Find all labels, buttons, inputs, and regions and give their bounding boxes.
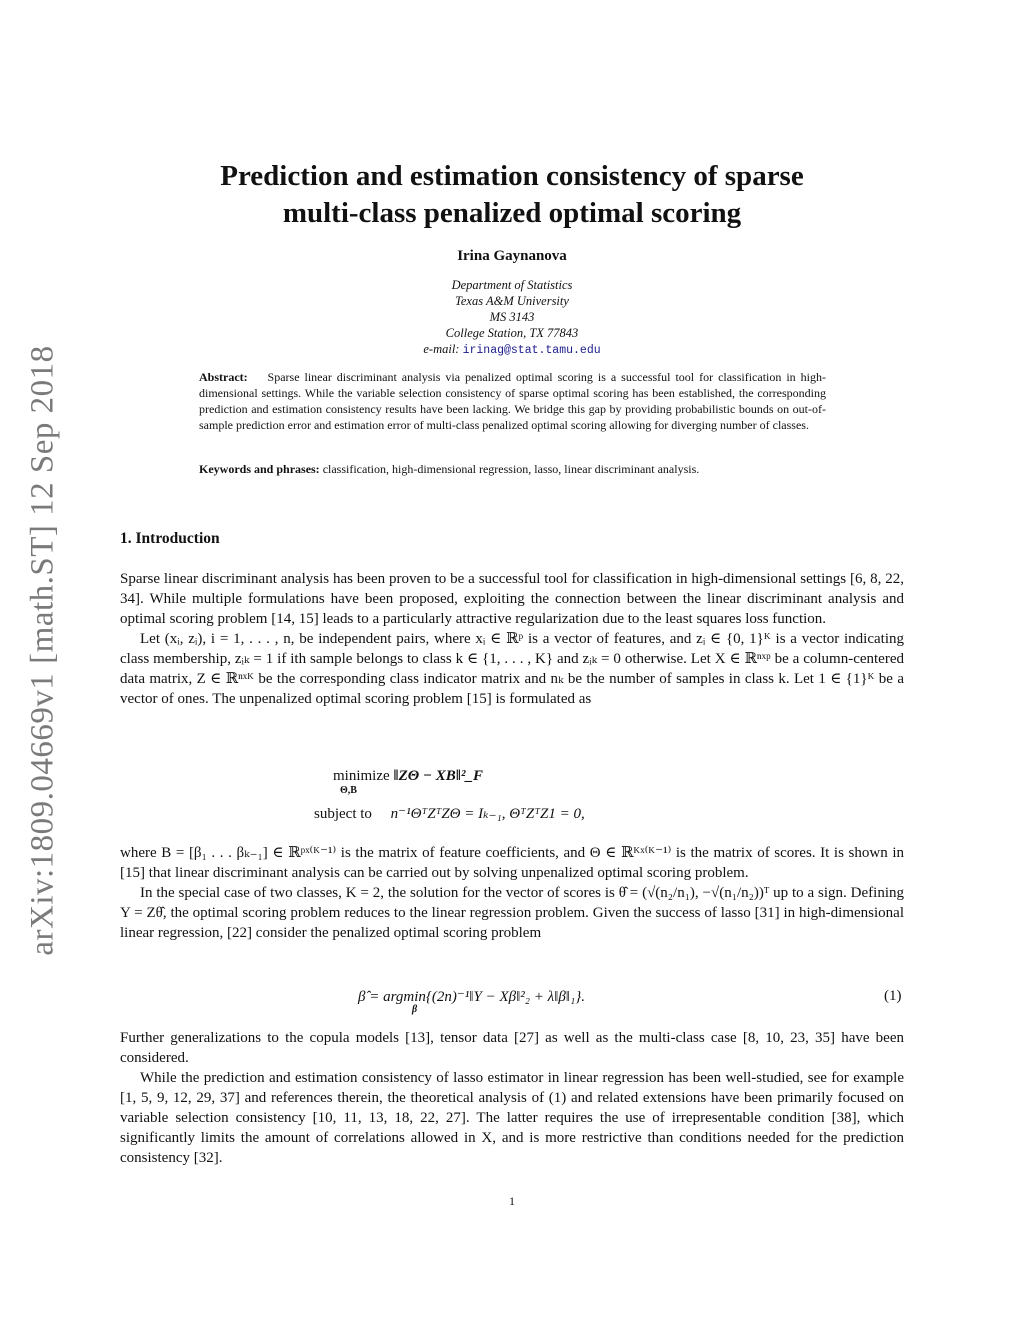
- eq-constraint: n⁻¹ΘᵀZᵀZΘ = Iₖ₋₁, ΘᵀZᵀZ1 = 0,: [390, 806, 585, 822]
- paper-title: [120, 158, 904, 232]
- arxiv-watermark: [14, 340, 72, 960]
- keywords-label: Keywords and phrases:: [199, 462, 320, 476]
- eq-subject-to: [314, 804, 585, 823]
- affiliation-email-line: [120, 341, 904, 359]
- eq-subject-to-word: subject to: [314, 806, 372, 822]
- keywords: [199, 461, 826, 477]
- abstract-label: Abstract:: [199, 370, 248, 384]
- email-link[interactable]: irinag@stat.tamu.edu: [462, 344, 601, 357]
- arxiv-watermark-text: arXiv:1809.04669v1 [math.ST] 12 Sep 2018: [24, 344, 61, 956]
- intro-paragraphs-2: [120, 843, 904, 943]
- paragraph-3: where B = [β₁ . . . βₖ₋₁] ∈ ℝᵖˣ⁽ᴷ⁻¹⁾ is the matrix of feature coefficients, and Θ ∈ ℝᴷˣ⁽ᴷ⁻¹⁾ is the matrix of scores. It is shown in [15] that linear discriminant analysis can be carried out by solving unpenalized optimal scoring problem.: [120, 845, 904, 881]
- eq-lasso-lhs: β̂ = argmin: [358, 989, 426, 1005]
- email-label: e-mail:: [423, 342, 460, 356]
- affiliation-block: [120, 277, 904, 359]
- abstract: [199, 369, 826, 433]
- section-heading: 1. Introduction: [120, 530, 220, 547]
- affiliation-ms: MS 3143: [489, 310, 535, 324]
- eq-minimize-word: minimize: [333, 768, 390, 784]
- intro-paragraphs-1: [120, 569, 904, 709]
- intro-paragraphs-3: [120, 1028, 904, 1168]
- eq-lasso-rhs: {(2n)⁻¹‖Y − Xβ‖²₂ + λ‖β‖₁}.: [425, 989, 585, 1005]
- eq-lasso-sub: β: [412, 1004, 418, 1015]
- keywords-text: classification, high-dimensional regression, lasso, linear discriminant analysis.: [322, 462, 700, 476]
- affiliation-city: College Station, TX 77843: [445, 326, 579, 340]
- author-name: Irina Gaynanova: [457, 248, 567, 264]
- title-line-1: Prediction and estimation consistency of sparse: [220, 160, 804, 192]
- page-number: 1: [509, 1194, 515, 1208]
- abstract-text: Sparse linear discriminant analysis via penalized optimal scoring is a successful tool for classification in high-dimensional settings. While the variable selection consistency of sparse optimal scoring has been established, the corresponding prediction and estimation consistency results have been lacking. We bridge this gap by providing probabilistic bounds on out-of-sample prediction error and estimation error of multi-class penalized optimal scoring allowing for diverging number of classes.: [199, 370, 826, 432]
- affiliation-dept: Department of Statistics: [451, 278, 573, 292]
- eq-objective: ‖ZΘ − XB‖²_F: [393, 768, 483, 784]
- paragraph-5: Further generalizations to the copula models [13], tensor data [27] as well as the multi-class case [8, 10, 23, 35] have been considered.: [120, 1030, 904, 1066]
- affiliation-univ: Texas A&M University: [455, 294, 569, 308]
- paragraph-1: Sparse linear discriminant analysis has been proven to be a successful tool for classification in high-dimensional settings [6, 8, 22, 34]. While multiple formulations have been proposed, exploiting the connection between the linear discriminant analysis and optimal scoring problem [14, 15] leads to a particularly attractive regularization due to the least squares loss function.: [120, 571, 904, 627]
- title-line-2: multi-class penalized optimal scoring: [282, 197, 742, 229]
- eq-minimize: [333, 768, 483, 785]
- paragraph-2: Let (xᵢ, zᵢ), i = 1, . . . , n, be independent pairs, where xᵢ ∈ ℝᵖ is a vector of features, and zᵢ ∈ {0, 1}ᴷ is a vector indicating class membership, zᵢₖ = 1 if ith sample belongs to class k ∈ {1, . . . , K} and zᵢₖ = 0 otherwise. Let X ∈ ℝⁿˣᵖ be a column-centered data matrix, Z ∈ ℝⁿˣᴷ be the corresponding class indicator matrix and nₖ be the number of samples in class k. Let 1 ∈ {1}ᴷ be a vector of ones. The unpenalized optimal scoring problem [15] is formulated as: [120, 631, 904, 707]
- paragraph-6: While the prediction and estimation consistency of lasso estimator in linear regression has been well-studied, see for example [1, 5, 9, 12, 29, 37] and references therein, the theoretical analysis of (1) and related extensions have been primarily focused on variable selection consistency [10, 11, 13, 18, 22, 27]. The latter requires the use of irrepresentable condition [38], which significantly limits the amount of correlations allowed in X, and is more restrictive than conditions needed for the prediction consistency [32].: [120, 1070, 904, 1166]
- eq-lasso: [358, 987, 585, 1006]
- eq-minimize-sub: Θ,B: [340, 785, 357, 796]
- eq-number: (1): [884, 988, 902, 1004]
- paragraph-4: In the special case of two classes, K = 2, the solution for the vector of scores is θ̂ = (√(n₂/n₁), −√(n₁/n₂))ᵀ up to a sign. Defining Y = Zθ̂, the optimal scoring problem reduces to the linear regression problem. Given the success of lasso [31] in high-dimensional linear regression, [22] consider the penalized optimal scoring problem: [120, 885, 904, 941]
